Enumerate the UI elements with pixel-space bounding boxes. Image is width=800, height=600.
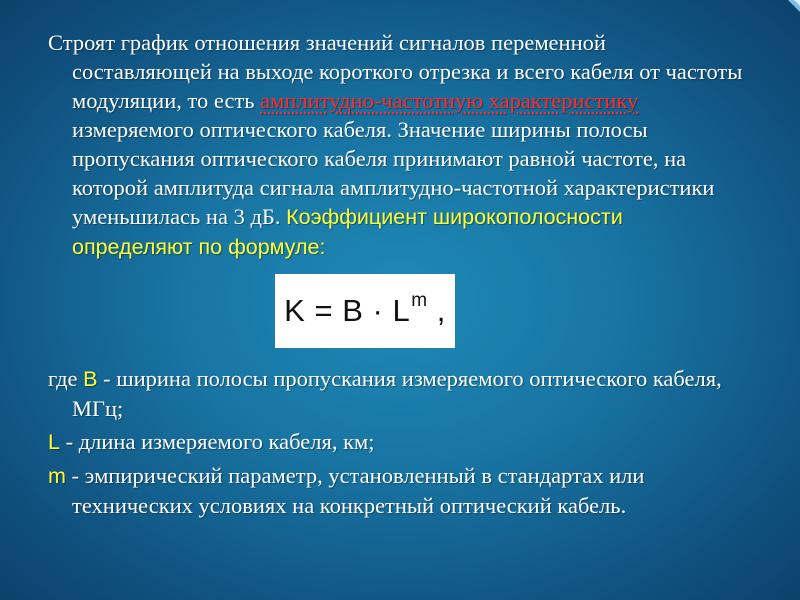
- intro-paragraph: [48, 28, 748, 262]
- frequency-response-term: амплитудно-частотную характеристику: [260, 88, 639, 113]
- definition-b-prefix: где: [48, 366, 84, 391]
- definition-b: [48, 364, 748, 423]
- definition-l-text: - длина измеряемого кабеля, км;: [59, 429, 375, 454]
- intro-text-part1: Строят график отношения значений сигналов переменной составляющей на выходе короткого отрезка и всего кабеля от частоты модуляции, то есть: [48, 30, 743, 113]
- formula-l: L: [392, 293, 411, 328]
- definition-m: [48, 461, 748, 520]
- formula-box: [275, 274, 455, 348]
- coefficient-definition-text: Коэффициент широкополосности определяют по формуле:: [72, 205, 623, 259]
- definition-b-text: - ширина полосы пропускания измеряемого оптического кабеля, МГц;: [72, 366, 722, 421]
- bandwidth-coefficient-formula: [284, 289, 446, 329]
- definition-b-symbol: B: [83, 367, 98, 391]
- definition-l: [48, 427, 748, 457]
- formula-k: K: [284, 293, 306, 328]
- definition-m-text: - эмпирический параметр, установленный в стандартах или технических условиях на конкретный оптический кабель.: [65, 463, 645, 518]
- definition-l-symbol: L: [48, 430, 60, 454]
- formula-exponent-m: m: [411, 289, 428, 311]
- formula-dot: ·: [372, 293, 384, 328]
- intro-text-part2: измеряемого оптического кабеля. Значение ширины полосы пропускания оптического кабеля принимают равной частоте, на которой амплитуда сигнала амплитудно-частотной характеристики уменьшилась на 3 дБ.: [72, 117, 715, 229]
- formula-comma: ,: [436, 293, 446, 328]
- formula-equals: =: [314, 293, 334, 328]
- formula-b: B: [342, 293, 364, 328]
- definition-m-symbol: m: [48, 464, 66, 488]
- corner-decoration-icon: [760, 0, 800, 40]
